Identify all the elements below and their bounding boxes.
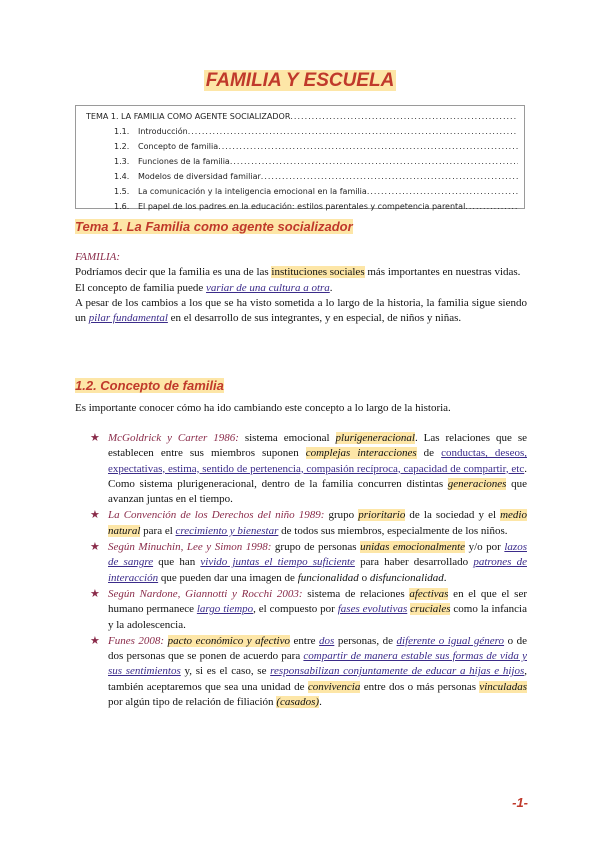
section-label: FAMILIA: [75, 251, 121, 263]
toc-item[interactable]: 1.3. Funciones de la familia ..... [86, 154, 518, 169]
list-item: ★ Según Nardone, Giannotti y Rocchi 2003: sistema de relaciones afectivas en el que el ser humano permanece largo tiempo, el compuesto por fases evolutivas cruciales como la infancia y la adolescencia. [90, 587, 527, 631]
star-bullet-icon: ★ [90, 541, 100, 554]
toc-item[interactable]: 1.2. Concepto de familia ..... [86, 139, 518, 154]
page-number: -1- [512, 795, 528, 810]
toc-item[interactable]: 1.1. Introducción ..... [86, 124, 518, 139]
paragraph: Es importante conocer cómo ha ido cambiando este concepto a lo largo de la historia. [75, 402, 451, 414]
list-item: ★ McGoldrick y Carter 1986: sistema emocional plurigeneracional. Las relaciones que se establecen entre sus miembros suponen complejas interacciones de conductas, deseos, expectativas, estima, sentido de pertenencia, compasión recíproca, capacidad de compartir, etc. Como sistema plurigeneracional, dentro de la familia concurren distintas generaciones que avanzan juntas en el tiempo. [90, 432, 528, 506]
toc-item[interactable]: TEMA 1. LA FAMILIA COMO AGENTE SOCIALIZADOR ..... [86, 109, 518, 124]
star-bullet-icon: ★ [90, 509, 100, 522]
table-of-contents [75, 105, 525, 209]
paragraph: El concepto de familia puede variar de una cultura a otra. [75, 281, 333, 294]
document-title: FAMILIA Y ESCUELA [205, 70, 395, 91]
star-bullet-icon: ★ [90, 432, 100, 444]
toc-item[interactable]: 1.4. Modelos de diversidad familiar ..... [86, 169, 518, 184]
star-bullet-icon: ★ [90, 587, 100, 600]
list-item: ★ Según Minuchin, Lee y Simon 1998: grupo de personas unidas emocionalmente y/o por lazos de sangre que han vivido juntas el tiempo suficiente para haber desarrollado patrones de interacción que pueden dar una imagen de funcionalidad o disfuncionalidad. [90, 541, 527, 584]
star-bullet-icon: ★ [90, 634, 100, 647]
section-body [75, 250, 527, 326]
paragraph: A pesar de los cambios a los que se ha visto sometida a lo largo de la historia, la familia sigue siendo un pilar fundamental en el desarrollo de sus integrantes, y en especial, de niños y niñas. [75, 296, 527, 325]
section-heading: Tema 1. La Familia como agente socializador [75, 219, 353, 234]
paragraph: Podríamos decir que la familia es una de las instituciones sociales más importantes en nuestras vidas. [75, 266, 521, 279]
list-item: ★ La Convención de los Derechos del niño 1989: grupo prioritario de la sociedad y el medio natural para el crecimiento y bienestar de todos sus miembros, especialmente de los niños. [90, 509, 527, 537]
toc-item[interactable]: 1.6. El papel de los padres en la educación: estilos parentales y competencia parental ..... [86, 199, 518, 214]
toc-item[interactable]: 1.5. La comunicación y la inteligencia emocional en la familia ..... [86, 184, 518, 199]
list-item: ★ Funes 2008: pacto económico y afectivo entre dos personas, de diferente o igual género o de dos personas que se ponen de acuerdo para compartir de manera estable sus formas de vida y sus sentimientos y, si es el caso, se responsabilizan conjuntamente de educar a hijas e hijos, también aceptaremos que sea una unidad de convivencia entre dos o más personas vinculadas por algún tipo de relación de filiación (casados). [90, 634, 528, 709]
definition-list [90, 431, 527, 711]
subsection-heading: 1.2. Concepto de familia [75, 378, 224, 393]
